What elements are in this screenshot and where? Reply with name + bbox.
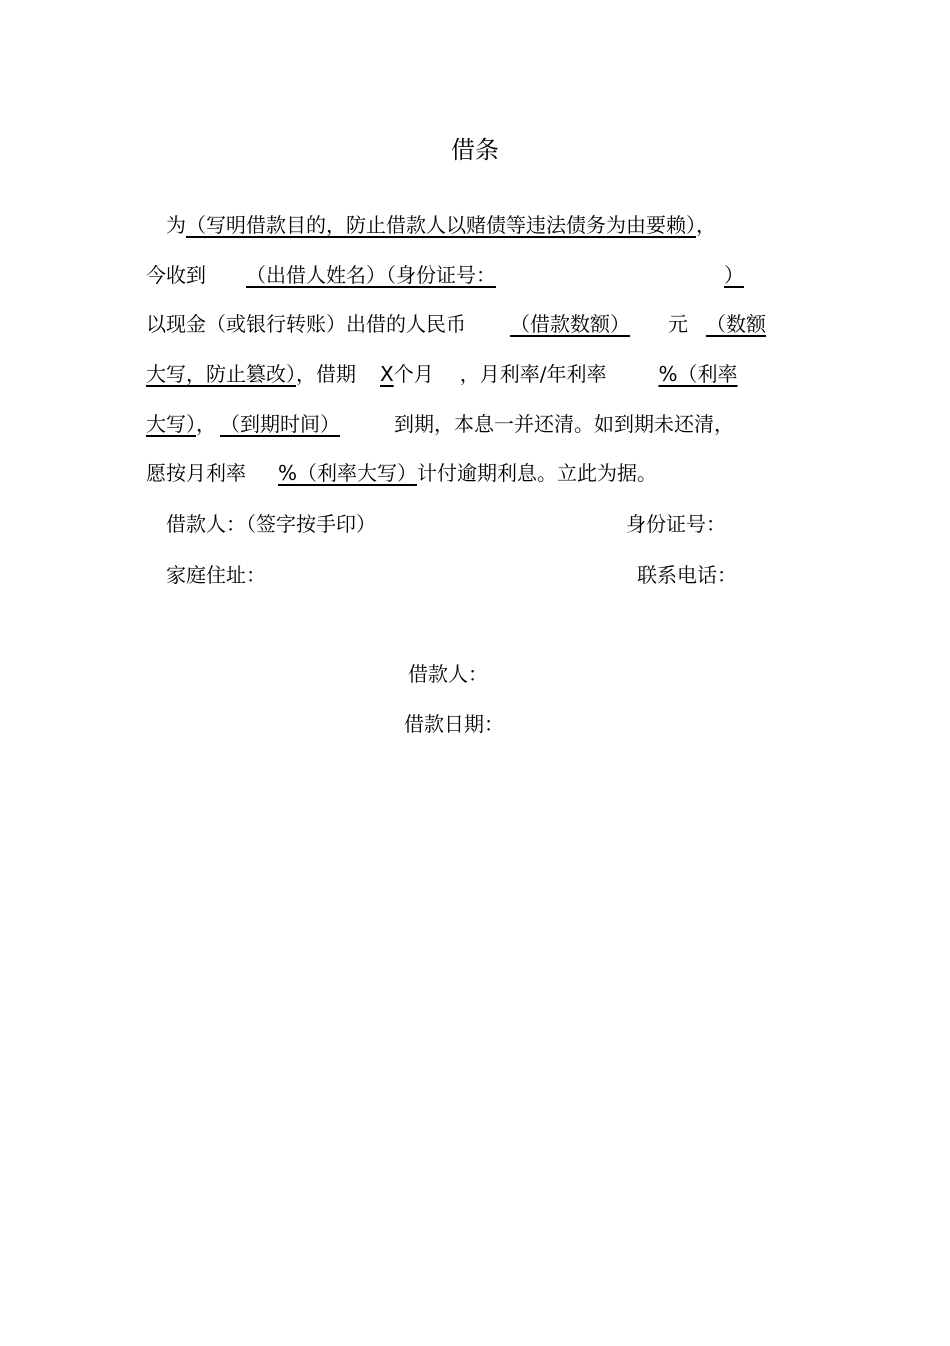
term-months-blank: X — [380, 362, 394, 386]
received-lead: 今收到 — [146, 263, 206, 287]
borrower-signature-field: 借款人：（签字按手印） — [166, 512, 376, 536]
body-line-1 — [166, 210, 808, 240]
repay-clause: 到期，本息一并还清。如到期未还清， — [394, 412, 734, 436]
purpose-lead: 为 — [166, 213, 186, 237]
lender-text: （出借人姓名）（身份证号： — [246, 263, 496, 287]
rate-text: %（利率 — [658, 362, 738, 386]
amount-blank — [466, 312, 662, 336]
rate-upper-cont: 大写） — [146, 412, 196, 436]
overdue-lead: 愿按月利率 — [146, 461, 246, 485]
body-line-3 — [146, 309, 808, 339]
phone-field: 联系电话： — [637, 563, 737, 587]
overdue-tail: 计付逾期利息。立此为据。 — [417, 461, 658, 485]
purpose-end: ， — [696, 213, 716, 237]
home-address-field: 家庭住址： — [166, 563, 266, 587]
currency-lead: 以现金（或银行转账）出借的人民币 — [146, 312, 466, 336]
amount-upper-cont: 大写，防止篡改） — [146, 362, 296, 386]
id-close-paren: ） — [724, 263, 744, 287]
comma: ， — [196, 412, 216, 436]
rate-lead: ，月利率/年利率 — [459, 362, 607, 386]
id-number-field: 身份证号： — [626, 512, 726, 536]
amount-text: （借款数额） — [510, 312, 630, 336]
body-line-6 — [146, 458, 808, 488]
signature-borrower: 借款人： — [408, 662, 488, 686]
overdue-rate-blank — [246, 461, 417, 485]
yuan-label: 元 — [668, 312, 688, 336]
body-line-4 — [146, 359, 808, 389]
due-date-blank — [220, 412, 394, 436]
body-line-2 — [146, 260, 808, 290]
body-line-5 — [146, 409, 808, 439]
lender-blank — [206, 263, 744, 287]
due-date-text: （到期时间） — [220, 412, 340, 436]
overdue-rate-text: %（利率大写） — [278, 461, 418, 485]
rate-blank — [606, 362, 737, 386]
months-label: 个月 — [393, 362, 434, 386]
purpose-blank: （写明借款目的，防止借款人以赌债等违法债务为由要赖） — [186, 213, 696, 237]
signature-date: 借款日期： — [404, 712, 504, 736]
amount-upper-blank: （数额 — [706, 312, 766, 336]
document-title: 借条 — [451, 136, 499, 164]
term-lead: ，借期 — [296, 362, 356, 386]
